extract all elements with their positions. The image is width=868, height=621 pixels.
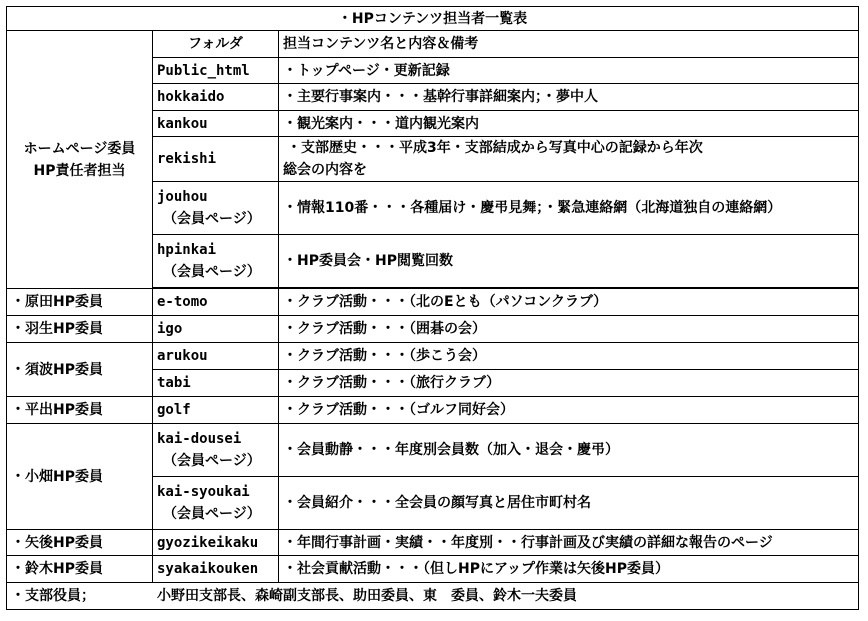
content-line: ・支部歴史・・・平成3年・支部結成から写真中心の記録から年次 xyxy=(287,140,703,156)
folder-cell: arukou xyxy=(153,343,279,370)
folder-cell: golf xyxy=(153,397,279,424)
folder-cell xyxy=(153,424,279,477)
content-cell: ・HP委員会・HP閲覧回数 xyxy=(279,235,859,288)
header-content: 担当コンテンツ名と内容＆備考 xyxy=(279,31,859,58)
member-cell: ・矢後HP委員 xyxy=(7,530,153,556)
folder-cell: hokkaido xyxy=(153,84,279,111)
folder-sub-label: （会員ページ） xyxy=(163,211,261,227)
folder-cell xyxy=(153,477,279,530)
content-cell: ・クラブ活動・・・（ゴルフ同好会） xyxy=(279,397,859,424)
content-cell: ・会員動静・・・年度別会員数（加入・退会・慶弔） xyxy=(279,424,859,477)
folder-cell: e-tomo xyxy=(153,289,279,316)
content-cell: ・クラブ活動・・・（歩こう会） xyxy=(279,343,859,370)
content-cell: ・クラブ活動・・・（北のEとも（パソコンクラブ） xyxy=(279,289,859,316)
folder-cell: gyozikeikaku xyxy=(153,530,279,556)
folder-cell: syakaikouken xyxy=(153,556,279,583)
content-line: 総会の内容を xyxy=(283,162,367,178)
content-cell: ・トップページ・更新記録 xyxy=(279,58,859,84)
folder-name: jouhou xyxy=(157,189,208,205)
folder-cell: Public_html xyxy=(153,58,279,84)
folder-cell: igo xyxy=(153,316,279,343)
member-cell: ・原田HP委員 xyxy=(7,289,153,316)
table-title: ・HPコンテンツ担当者一覧表 xyxy=(7,7,859,31)
content-cell: ・年間行事計画・実績・・年度別・・行事計画及び実績の詳細な報告のページ xyxy=(279,530,859,556)
member-cell: ・須波HP委員 xyxy=(7,343,153,397)
folder-sub-label: （会員ページ） xyxy=(163,264,261,280)
member-name: ホームページ委員 xyxy=(23,140,136,157)
folder-cell xyxy=(153,235,279,288)
folder-name: kai-dousei xyxy=(157,431,242,447)
content-cell: ・情報110番・・・各種届け・慶弔見舞；・緊急連絡網（北海道独自の連絡網） xyxy=(279,182,859,235)
member-cell: ・平出HP委員 xyxy=(7,397,153,424)
content-cell: ・主要行事案内・・・基幹行事詳細案内；・夢中人 xyxy=(279,84,859,111)
content-cell: ・社会貢献活動・・・（但しHPにアップ作業は矢後HP委員） xyxy=(279,556,859,583)
footer-label: ・支部役員； xyxy=(11,588,95,604)
content-cell: ・会員紹介・・・全会員の顔写真と居住市町村名 xyxy=(279,477,859,530)
folder-cell: kankou xyxy=(153,111,279,137)
folder-cell xyxy=(153,182,279,235)
footer-row xyxy=(7,583,859,610)
member-role: HP責任者担当 xyxy=(33,162,126,179)
footer-names: 小野田支部長、森崎副支部長、助田委員、東 委員、鈴木一夫委員 xyxy=(157,588,577,604)
folder-sub-label: （会員ページ） xyxy=(163,453,261,469)
content-cell: ・クラブ活動・・・（旅行クラブ） xyxy=(279,370,859,397)
folder-cell: rekishi xyxy=(153,137,279,182)
folder-name: kai-syoukai xyxy=(157,484,250,500)
folder-sub-label: （会員ページ） xyxy=(163,506,261,522)
folder-name: hpinkai xyxy=(157,242,217,258)
member-cell-homepage-committee xyxy=(7,31,153,289)
header-folder: フォルダ xyxy=(153,31,279,58)
content-cell: ・観光案内・・・道内観光案内 xyxy=(279,111,859,137)
folder-cell: tabi xyxy=(153,370,279,397)
member-cell: ・小畑HP委員 xyxy=(7,424,153,530)
contents-table xyxy=(6,6,859,610)
content-cell: ・クラブ活動・・・（囲碁の会） xyxy=(279,316,859,343)
member-cell: ・羽生HP委員 xyxy=(7,316,153,343)
content-cell xyxy=(279,137,859,182)
member-cell: ・鈴木HP委員 xyxy=(7,556,153,583)
